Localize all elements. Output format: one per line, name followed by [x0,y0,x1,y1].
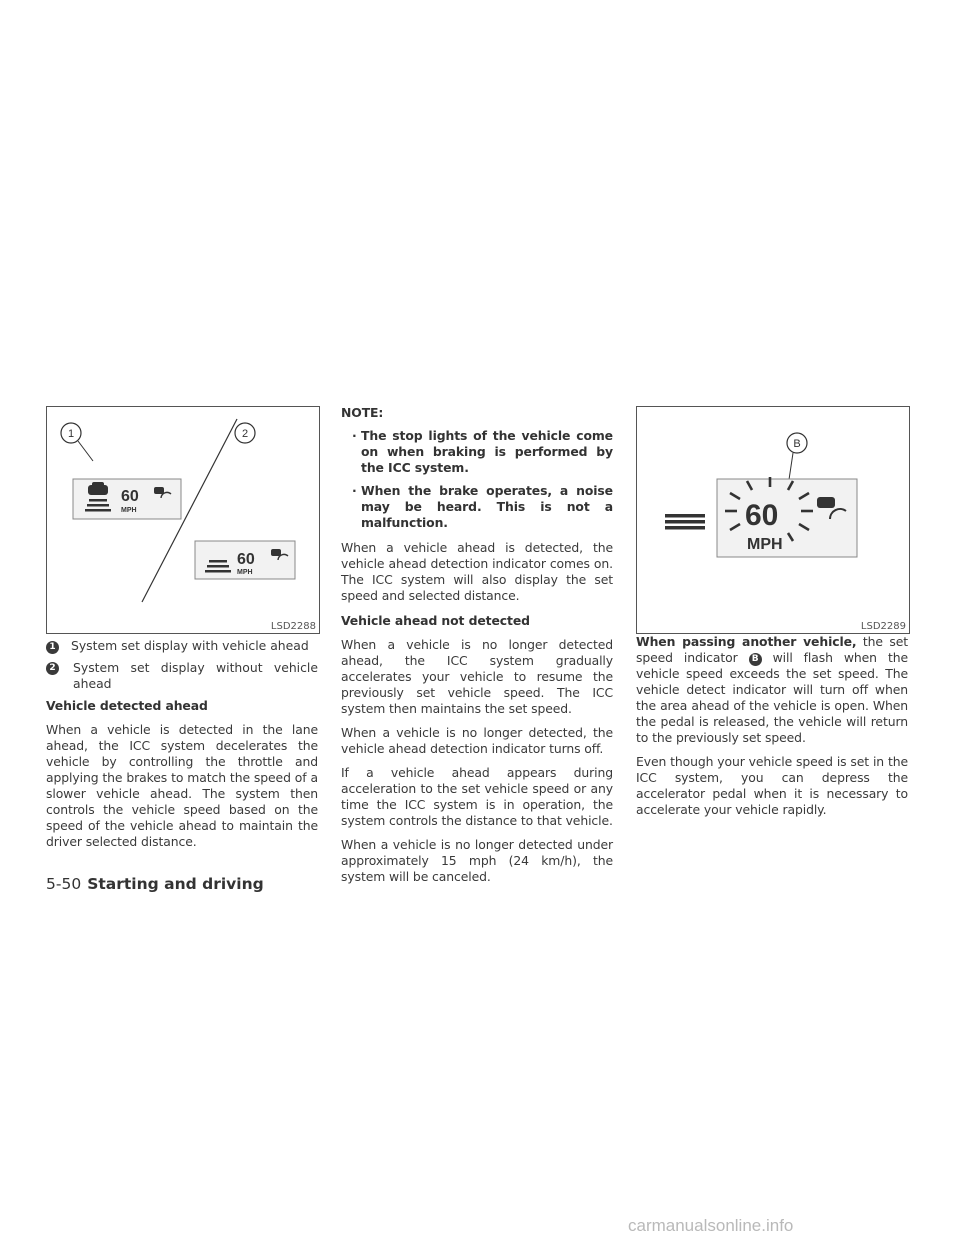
col3-lead-text-1: the set speed indicator [636,634,908,665]
caption-1 [46,638,318,654]
heading-vehicle-detected-ahead: Vehicle detected ahead [46,698,208,713]
col2-paragraph-4: If a vehicle ahead appears during acceleration to the set vehicle speed or any time the ICC system is in operation, the system controls the distance to that vehicle. [341,765,613,828]
callout-b-label: B [793,438,801,450]
caption-1-number: 1 [46,641,59,654]
col2-paragraph-1: When a vehicle ahead is detected, the vehicle ahead detection indicator comes on. The ICC system will also display the set speed and selected distance. [341,540,613,603]
page-number: 5-50 [46,875,82,893]
note-bullet-2-text: When the brake operates, a noise may be heard. This is not a malfunction. [361,483,613,530]
display-1-unit: MPH [121,507,137,514]
callout-1-label: 1 [67,428,75,440]
note-bullet-2: · When the brake operates, a noise may be heard. This is not a malfunction. [352,483,613,530]
display-2-speed: 60 [237,551,255,568]
column-1 [46,698,318,850]
col2-paragraph-3: When a vehicle is no longer detected, the vehicle ahead detection indicator turns off. [341,725,613,756]
note-label: NOTE: [341,405,384,420]
caption-1-text: System set display with vehicle ahead [70,638,309,653]
section-title: Starting and driving [87,875,264,893]
caption-2-text: System set display without vehicle ahead [73,660,318,691]
col3-paragraph-2: Even though your vehicle speed is set in the ICC system, you can depress the accelerator pedal when it is necessary to accelerate your vehicle rapidly. [636,754,908,817]
display-speed: 60 [745,499,779,532]
distance-bars-icon-3 [665,514,705,530]
caption-2-number: 2 [46,662,59,675]
note-bullet-1-text: The stop lights of the vehicle come on when braking is performed by the ICC system. [361,428,613,475]
display-2-unit: MPH [237,569,253,576]
figure-drawing [47,407,319,633]
display-1-speed: 60 [121,488,139,505]
figure-code: LSD2288 [270,621,316,632]
column-3 [636,634,908,818]
column-2 [341,405,613,885]
figure-code-2: LSD2289 [860,621,906,632]
page-footer [46,875,264,893]
figure-drawing-2 [637,407,909,633]
watermark-text: carmanualsonline.info [628,1216,794,1235]
col3-paragraph-1 [636,634,908,746]
figure-icc-set-display [46,406,320,634]
caption-2 [46,660,318,692]
col3-lead-text-2: will flash when the vehicle speed exceeds the set speed. The vehicle detect indicator will turn off when the area ahead of the vehicle is open. When the pedal is released, the vehicle will return to the previously set speed. [636,650,908,745]
col2-paragraph-2: When a vehicle is no longer detected ahead, the ICC system gradually accelerates your vehicle to resume the previously set vehicle speed. The ICC system then maintains the set speed. [341,637,613,716]
col2-paragraph-5: When a vehicle is no longer detected under approximately 15 mph (24 km/h), the system will be canceled. [341,837,613,884]
heading-vehicle-ahead-not-detected: Vehicle ahead not detected [341,613,530,628]
display-unit: MPH [747,536,783,553]
col3-lead-bold: When passing another vehicle, [636,634,857,649]
col1-paragraph: When a vehicle is detected in the lane ahead, the ICC system decelerates the vehicle by controlling the throttle and applying the brakes to match the speed of a slower vehicle ahead. The system then controls the vehicle speed based on the speed of the vehicle ahead to maintain the driver selected distance. [46,722,318,849]
figure-set-speed-flash [636,406,910,634]
marker-b: B [749,653,762,666]
callout-2-label: 2 [241,428,249,440]
note-bullet-1: · The stop lights of the vehicle come on when braking is performed by the ICC system. [352,428,613,475]
